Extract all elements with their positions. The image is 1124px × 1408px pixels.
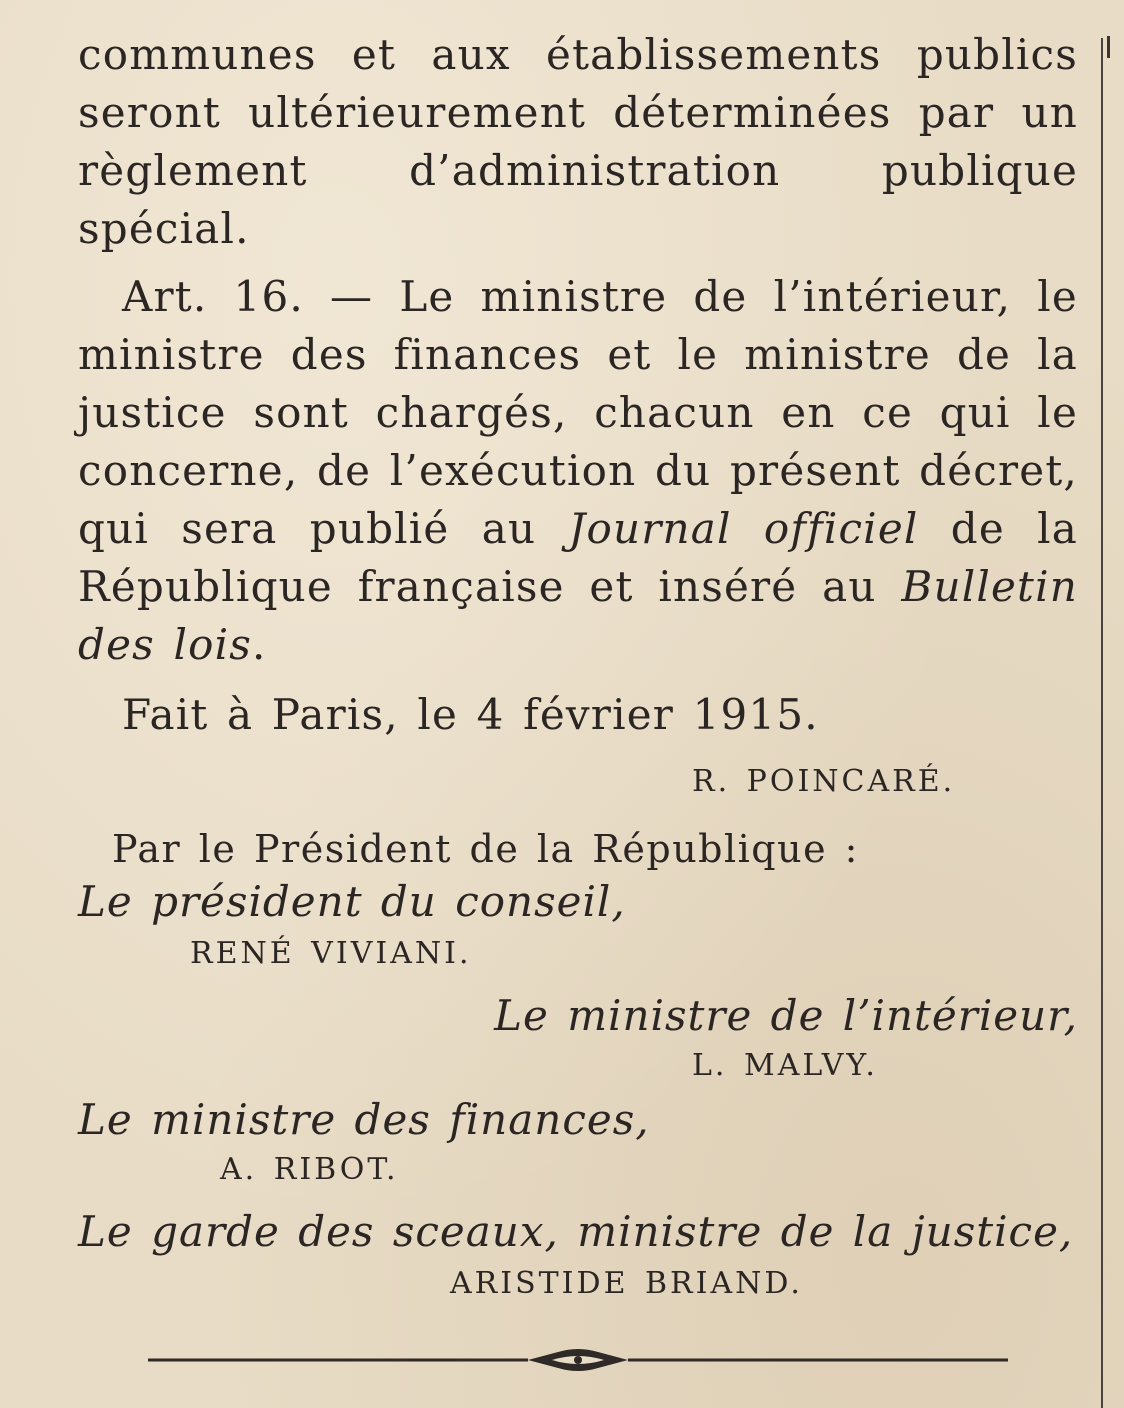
- journal-officiel-title: Journal officiel: [568, 504, 919, 553]
- signatory-role-ministre-finances: Le ministre des finances,: [78, 1095, 650, 1144]
- column-rule-top-mark: [1107, 36, 1110, 58]
- article-label: Art. 16. —: [122, 272, 374, 321]
- bulletin-des-lois-title: Bulletin des lois: [78, 562, 1078, 669]
- ornamental-divider: [148, 1342, 1008, 1378]
- article-text-middle: de la République française et inséré au: [78, 504, 1078, 611]
- signatory-role-president-du-conseil: Le président du conseil,: [78, 877, 626, 926]
- signatory-name-viviani: RENÉ VIVIANI.: [190, 936, 472, 971]
- column-rule: [1101, 38, 1103, 1408]
- continuation-paragraph: communes et aux établissements publics seront ultérieurement déterminées par un règlement d’administration publique spécial.: [78, 30, 1078, 253]
- signatory-name-ribot: A. RIBOT.: [220, 1152, 399, 1187]
- president-signature: R. POINCARÉ.: [692, 764, 956, 799]
- article-text-end: .: [251, 620, 267, 669]
- article-text-before: Le ministre de l’intérieur, le ministre des finances et le ministre de la justice sont chargés, chacun en ce qui le concerne, de l’exécution du présent décret, qui sera publié au: [78, 272, 1078, 553]
- signatory-name-briand: ARISTIDE BRIAND.: [450, 1266, 803, 1301]
- par-le-president-line: Par le Président de la République :: [112, 827, 859, 871]
- article-16-paragraph: [78, 268, 1078, 674]
- signatory-name-malvy: L. MALVY.: [692, 1048, 878, 1083]
- date-line: Fait à Paris, le 4 février 1915.: [122, 690, 819, 739]
- signatory-role-garde-des-sceaux: Le garde des sceaux, ministre de la justice,: [78, 1207, 1074, 1256]
- signatory-role-ministre-interieur: Le ministre de l’intérieur,: [494, 991, 1078, 1040]
- decree-text: [78, 26, 1078, 1304]
